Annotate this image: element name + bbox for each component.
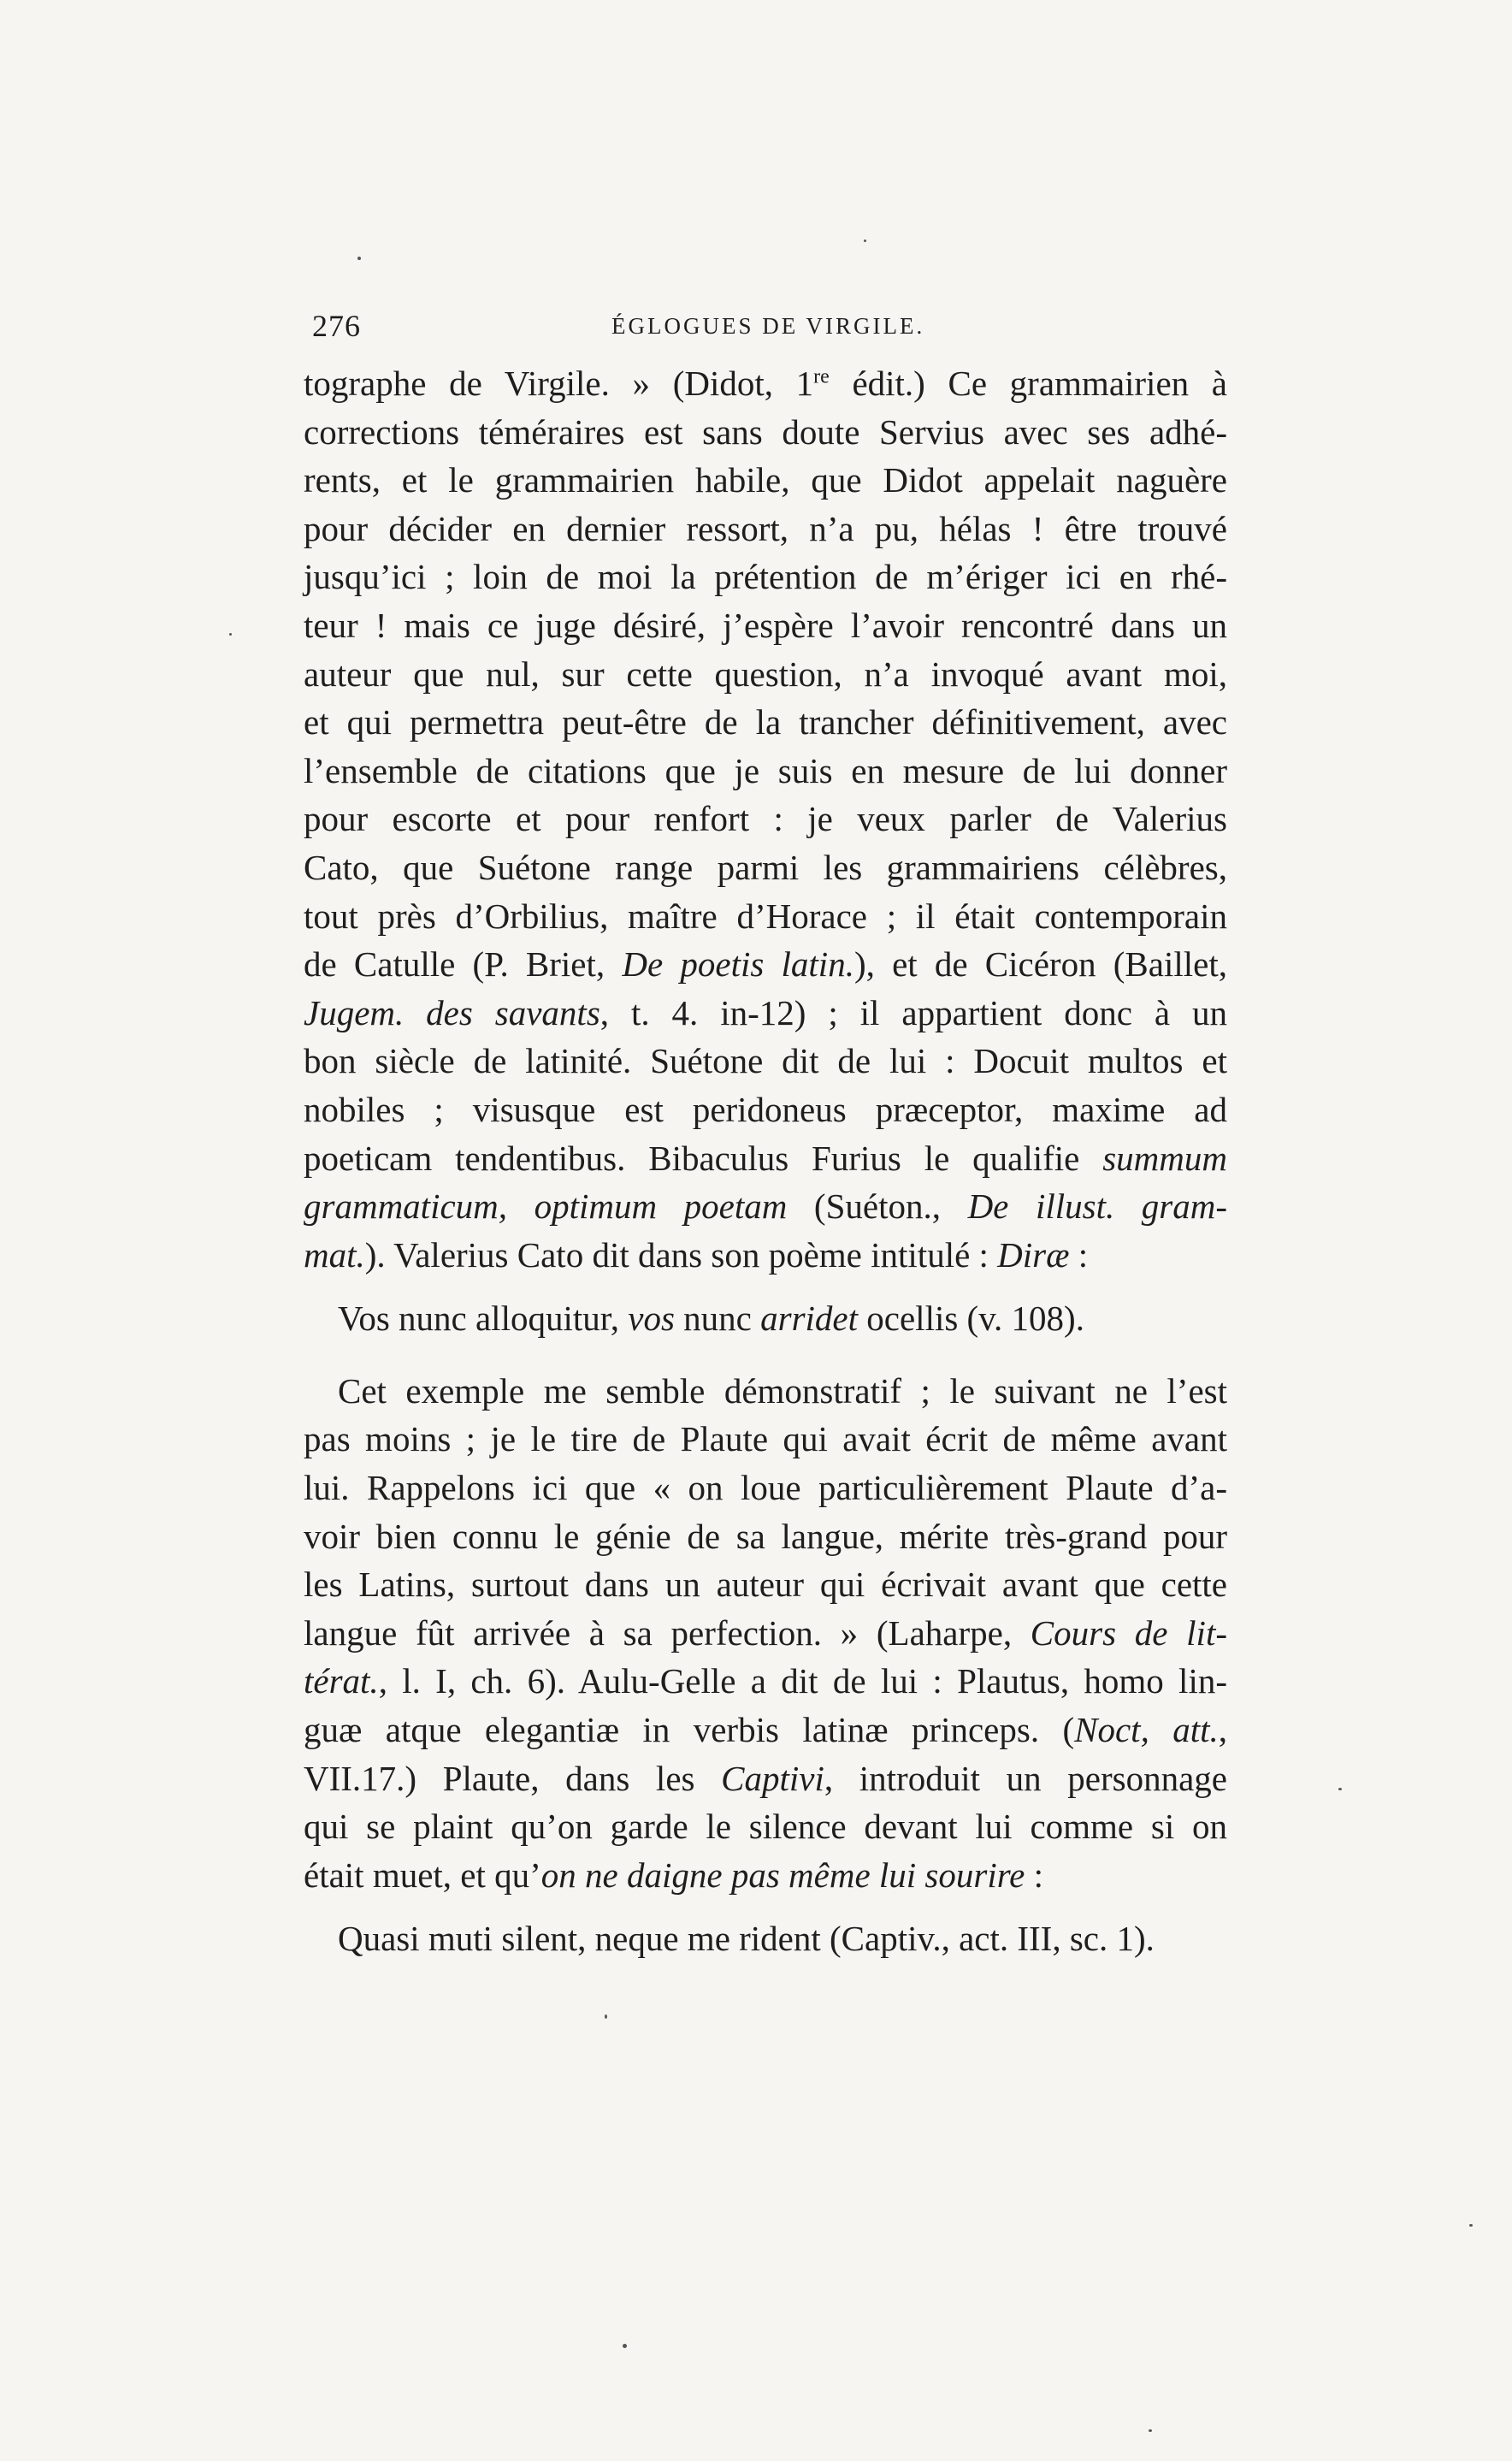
scan-speck [623, 2344, 627, 2348]
italic-text: summum [1102, 1138, 1227, 1178]
text-line [304, 747, 1227, 796]
text-segment: édit.) Ce grammairien à [829, 364, 1227, 403]
text-line [304, 1367, 1227, 1416]
italic-text: Noct, att. [1074, 1710, 1219, 1750]
scan-speck [1338, 1788, 1342, 1790]
italic-text: Diræ [997, 1234, 1070, 1275]
text-segment: lui. Rappelons ici que « on loue particulièrement Plaute d’a- [304, 1468, 1227, 1508]
text-segment: jusqu’ici ; loin de moi la prétention de m’ériger ici en rhé- [304, 557, 1227, 597]
text-segment: pas moins ; je le tire de Plaute qui avait écrit de même avant [304, 1419, 1227, 1459]
text-segment: qui se plaint qu’on garde le silence devant lui comme si on [304, 1807, 1227, 1847]
italic-text: Captivi [721, 1758, 824, 1798]
text-line [304, 1037, 1227, 1086]
scan-speck [864, 240, 866, 242]
text-segment: poeticam tendentibus. Bibaculus Furius le qualifie [304, 1138, 1103, 1178]
text-line [304, 1560, 1227, 1609]
text-segment: pour décider en dernier ressort, n’a pu, hélas ! être trouvé [304, 508, 1227, 548]
italic-text: térat. [304, 1661, 379, 1701]
italic-text: arridet [760, 1299, 859, 1339]
italic-text: on ne daigne pas même lui sourire [540, 1855, 1025, 1895]
text-line [304, 940, 1227, 989]
italic-text: De illust. gram- [967, 1186, 1228, 1227]
text-line [304, 1134, 1227, 1183]
scan-speck [1469, 2224, 1473, 2227]
text-line [304, 1802, 1227, 1851]
text-segment: tout près d’Orbilius, maître d’Horace ; il était contemporain [304, 896, 1227, 936]
superscript: re [813, 365, 830, 388]
italic-text: Cours de lit- [1030, 1612, 1227, 1653]
text-segment: voir bien connu le génie de sa langue, mérite très-grand pour [304, 1516, 1227, 1556]
text-segment: , l. I, ch. 6). Aulu-Gelle a dit de lui : Plautus, homo lin- [378, 1661, 1227, 1701]
paragraph-gap [304, 1279, 1227, 1294]
page-number: 276 [312, 309, 361, 343]
text-segment: : [1025, 1855, 1044, 1895]
text-line [304, 1415, 1227, 1464]
text-line [304, 1657, 1227, 1706]
text-segment: guæ atque elegantiæ in verbis latinæ princeps. ( [304, 1710, 1075, 1750]
text-line [304, 989, 1227, 1038]
text-line [304, 1086, 1227, 1134]
verse-line [304, 1294, 1227, 1343]
italic-text: Jugem. des savants [304, 992, 600, 1032]
page-header [312, 308, 1219, 359]
text-line [304, 1706, 1227, 1754]
text-segment: Quasi muti silent, neque me rident (Captiv., act. III, sc. 1). [338, 1919, 1155, 1959]
text-segment: teur ! mais ce juge désiré, j’espère l’avoir rencontré dans un [304, 605, 1227, 645]
text-line [304, 359, 1227, 408]
text-segment: ), et de Cicéron (Baillet, [853, 944, 1227, 985]
text-line [304, 698, 1227, 747]
text-line [304, 650, 1227, 699]
paragraph-gap [304, 1343, 1227, 1367]
scan-speck [229, 633, 232, 636]
verse-line [304, 1914, 1227, 1963]
text-segment: était muet, et qu’ [304, 1855, 541, 1895]
text-segment: Vos nunc alloquitur, [338, 1299, 629, 1339]
text-segment: nunc [674, 1299, 761, 1339]
text-line [304, 601, 1227, 650]
italic-text: De poetis latin. [622, 944, 854, 985]
text-line [304, 505, 1227, 553]
text-segment: ). Valerius Cato dit dans son poème intitulé : [364, 1234, 998, 1275]
text-segment: (Suéton., [787, 1186, 968, 1227]
text-segment: de Catulle (P. Briet, [304, 944, 623, 985]
text-segment: ocellis (v. 108). [858, 1299, 1084, 1339]
body-text [304, 359, 1227, 1963]
text-segment: auteur que nul, sur cette question, n’a invoqué avant moi, [304, 654, 1227, 694]
scan-speck [357, 257, 361, 260]
text-segment: langue fût arrivée à sa perfection. » (Laharpe, [304, 1612, 1031, 1653]
text-segment: pour escorte et pour renfort : je veux parler de Valerius [304, 799, 1227, 839]
text-segment: , t. 4. in-12) ; il appartient donc à un [599, 992, 1227, 1032]
text-segment: bon siècle de latinité. Suétone dit de lui : Docuit multos et [304, 1041, 1227, 1081]
text-segment: : [1069, 1234, 1089, 1275]
scan-speck [1149, 2429, 1152, 2432]
text-segment: tographe de Virgile. » (Didot, 1 [304, 364, 814, 403]
text-line [304, 1464, 1227, 1512]
text-segment: , [1218, 1710, 1228, 1750]
text-line [304, 1231, 1227, 1280]
text-line [304, 795, 1227, 843]
text-segment: corrections téméraires est sans doute Servius avec ses adhé- [304, 411, 1227, 452]
text-segment: Cato, que Suétone range parmi les grammairiens célèbres, [304, 847, 1227, 887]
text-line [304, 1754, 1227, 1803]
paragraph-gap [304, 1899, 1227, 1914]
text-line [304, 1182, 1227, 1231]
text-line [304, 892, 1227, 941]
running-title: ÉGLOGUES DE VIRGILE. [611, 313, 925, 339]
text-segment: VII.17.) Plaute, dans les [304, 1758, 722, 1798]
text-segment: les Latins, surtout dans un auteur qui écrivait avant que cette [304, 1565, 1227, 1605]
text-line [304, 1512, 1227, 1561]
text-segment: l’ensemble de citations que je suis en mesure de lui donner [304, 750, 1227, 790]
italic-text: grammaticum, optimum poetam [304, 1186, 788, 1227]
italic-text: mat. [304, 1234, 365, 1275]
italic-text: vos [628, 1299, 675, 1339]
text-line [304, 553, 1227, 601]
text-segment: Cet exemple me semble démonstratif ; le suivant ne l’est [338, 1370, 1227, 1411]
text-line [304, 1851, 1227, 1900]
text-segment: nobiles ; visusque est peridoneus præceptor, maxime ad [304, 1089, 1227, 1129]
text-segment: , introduit un personnage [824, 1758, 1228, 1798]
text-line [304, 456, 1227, 505]
text-line [304, 408, 1227, 457]
text-segment: et qui permettra peut-être de la trancher définitivement, avec [304, 702, 1227, 742]
text-line [304, 1609, 1227, 1658]
text-segment: rents, et le grammairien habile, que Didot appelait naguère [304, 460, 1227, 500]
scan-speck [605, 2014, 607, 2019]
text-line [304, 843, 1227, 892]
